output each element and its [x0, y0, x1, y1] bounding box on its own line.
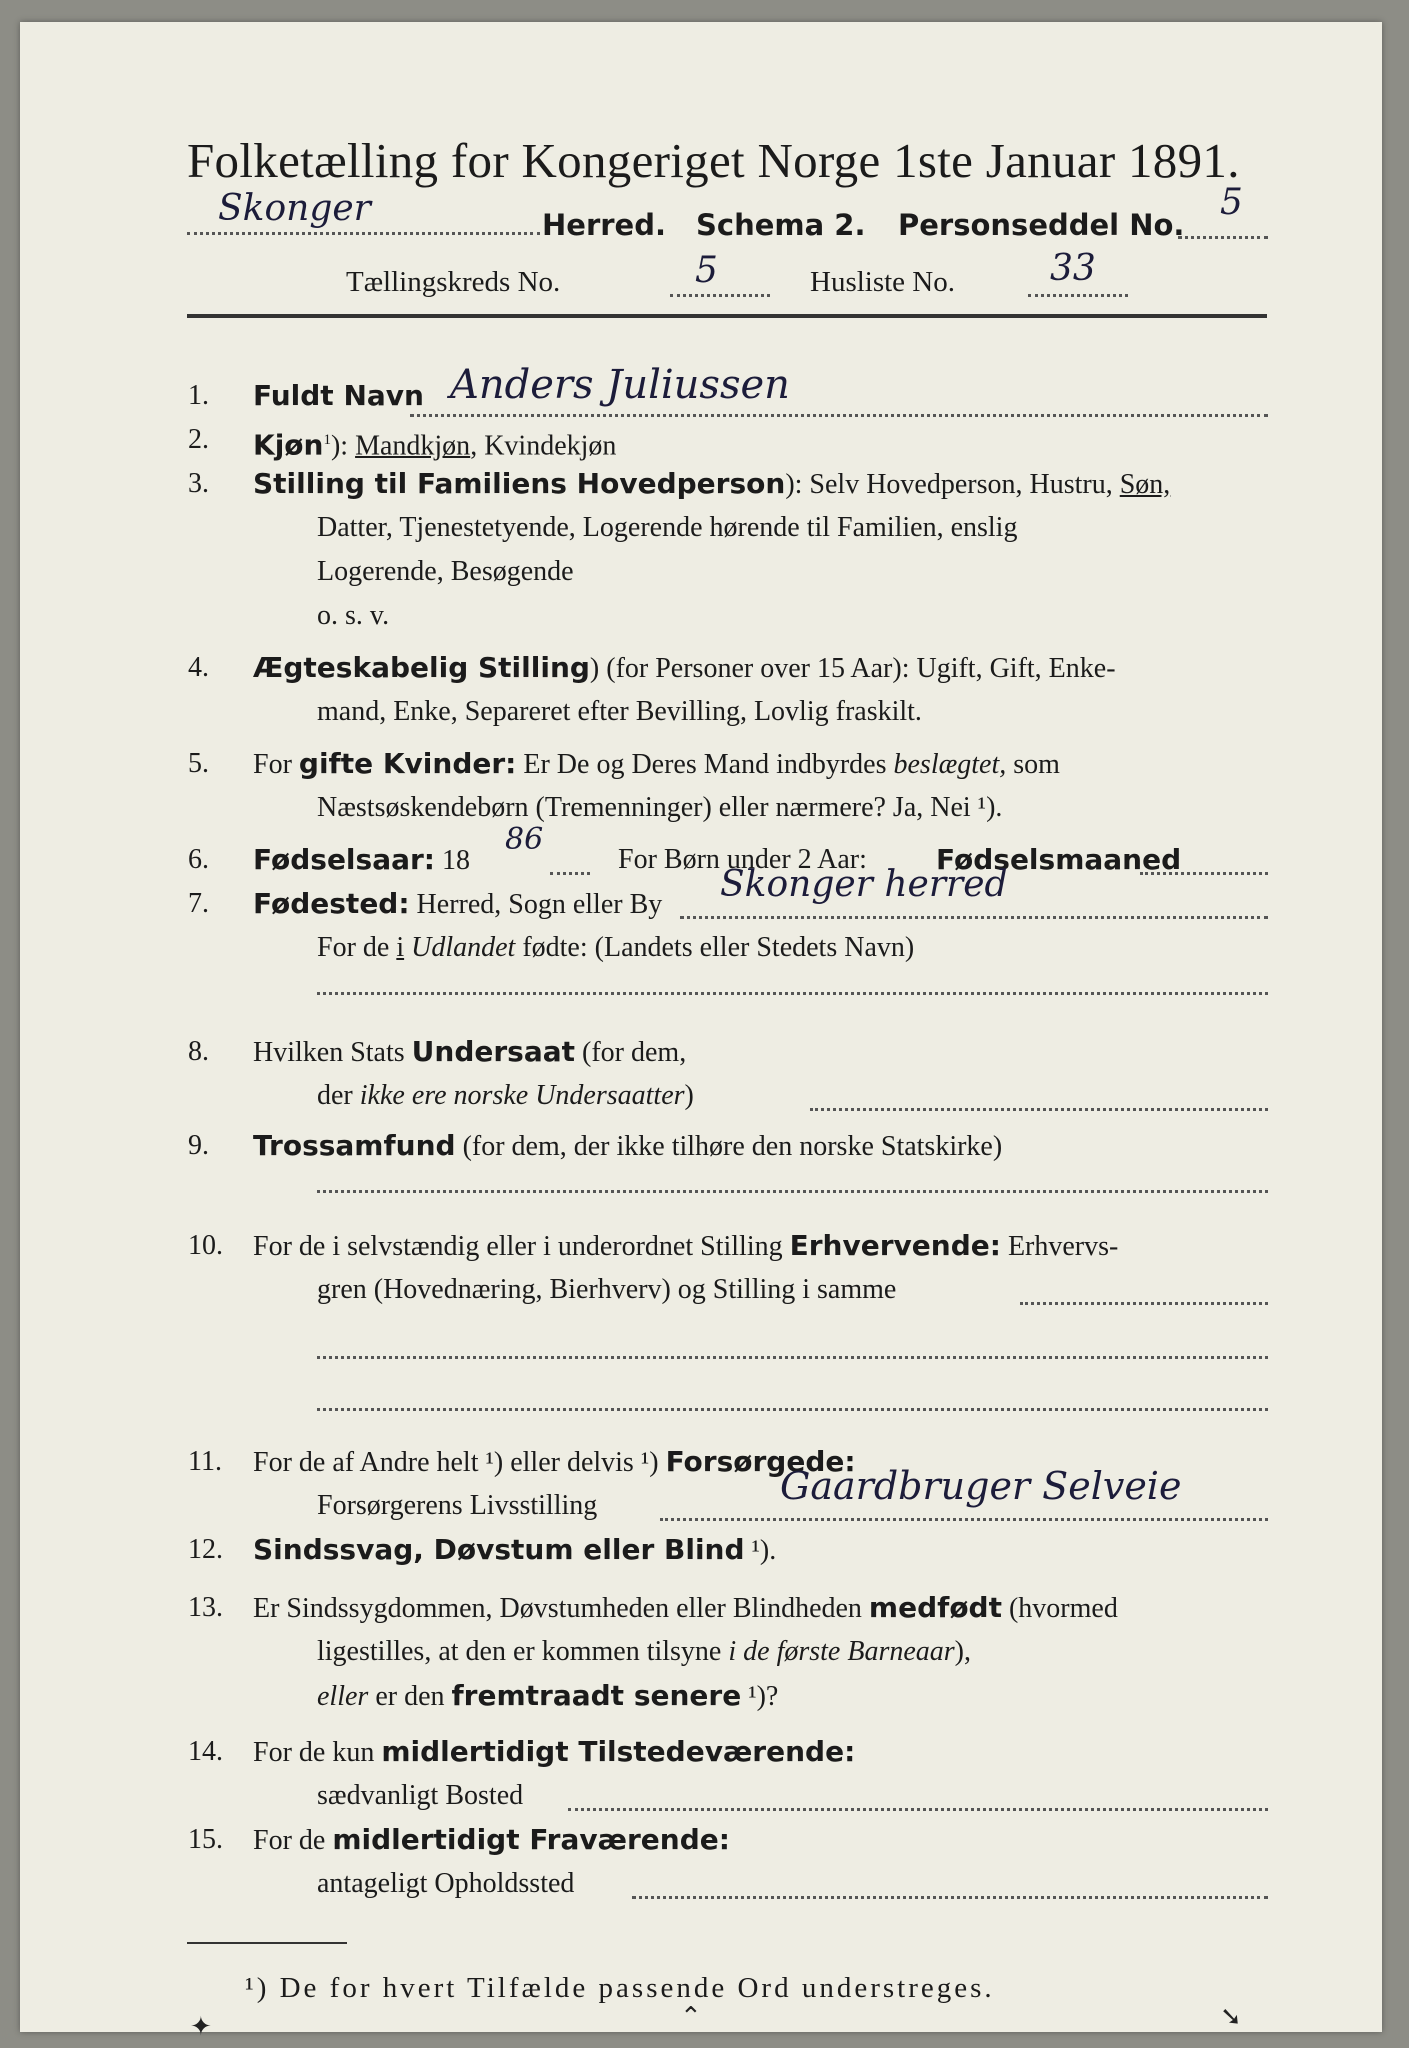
kreds-dotted-line — [670, 294, 770, 297]
question-label: Sindssvag, Døvstum eller Blind — [253, 1533, 745, 1566]
personseddel-handwritten: 5 — [1220, 182, 1243, 223]
stay-dotted-line — [632, 1896, 1268, 1899]
personseddel-label: Personseddel No. — [898, 208, 1185, 242]
birth-year-handwritten: 86 — [505, 822, 544, 857]
name-handwritten: Anders Juliussen — [450, 362, 790, 408]
question-10-line-2: gren (Hovednæring, Bierhverv) og Stilling i samme — [317, 1274, 897, 1305]
husliste-label: Husliste No. — [810, 266, 955, 298]
question-15-line-2: antageligt Opholdssted — [317, 1868, 575, 1899]
question-label: Fødselsaar: — [253, 843, 435, 876]
nationality-dotted-line — [810, 1108, 1268, 1111]
question-label: Ægteskabelig Stilling — [253, 651, 590, 684]
option-son: Søn, — [1119, 469, 1171, 500]
question-number: 11. — [188, 1446, 222, 1477]
question-4-line-2: mand, Enke, Separeret efter Bevilling, Lovlig fraskilt. — [317, 696, 922, 727]
birthplace-handwritten: Skonger herred — [720, 864, 1008, 905]
birthplace-dotted-line — [680, 916, 1268, 919]
question-number: 9. — [188, 1130, 209, 1161]
herred-handwritten: Skonger — [218, 188, 371, 229]
provider-handwritten: Gaardbruger Selveie — [780, 1464, 1182, 1508]
question-number: 13. — [188, 1592, 223, 1623]
question-number: 2. — [188, 424, 209, 455]
occupation-dotted-line-2 — [317, 1356, 1268, 1359]
question-label: Stilling til Familiens Hovedperson — [253, 467, 786, 500]
abroad-dotted-line — [317, 992, 1268, 995]
birth-month-dotted-line — [1140, 872, 1268, 875]
kreds-handwritten: 5 — [695, 250, 718, 291]
question-number: 12. — [188, 1534, 223, 1565]
born-under-2-label: For Børn under 2 Aar: — [618, 844, 867, 875]
husliste-handwritten: 33 — [1050, 248, 1096, 289]
schema-label: Schema 2. — [696, 208, 866, 242]
binding-mark-right-icon: ➘ — [1220, 2002, 1242, 2031]
question-label: Trossamfund — [253, 1129, 456, 1162]
footnote-rule — [187, 1942, 347, 1944]
question-11-line-2: Forsørgerens Livsstilling — [317, 1490, 598, 1521]
question-number: 3. — [188, 468, 209, 499]
birth-month-label: Fødselsmaaned — [936, 843, 1182, 876]
provider-dotted-line — [660, 1518, 1268, 1521]
question-number: 7. — [188, 888, 209, 919]
occupation-dotted-line-3 — [317, 1408, 1268, 1411]
question-label: midlertidigt Tilstedeværende: — [381, 1735, 856, 1768]
option-mandkjon: Mandkjøn — [355, 430, 471, 462]
question-label: Kjøn — [253, 428, 324, 462]
kreds-label: Tællingskreds No. — [346, 266, 561, 298]
binding-mark-left-icon: ✦ — [190, 2012, 212, 2041]
option-kvindekjon: Kvindekjøn — [484, 430, 617, 462]
name-dotted-line — [410, 414, 1268, 417]
binding-mark-center-icon: ⌃ — [680, 2002, 702, 2031]
question-number: 15. — [188, 1824, 223, 1855]
herred-label: Herred. — [542, 208, 666, 242]
question-3-line-2: Datter, Tjenestetyende, Logerende hørende til Familien, enslig — [317, 512, 1018, 543]
question-label: medfødt — [868, 1591, 1002, 1624]
question-number: 5. — [188, 748, 209, 779]
residence-dotted-line — [568, 1808, 1268, 1811]
religion-dotted-line — [317, 1190, 1268, 1193]
personseddel-dotted-line — [1178, 236, 1268, 239]
question-3-line-4: o. s. v. — [317, 600, 390, 631]
footnote: ¹) De for hvert Tilfælde passende Ord understreges. — [245, 1972, 995, 2004]
footnote-ref: 1 — [323, 432, 331, 448]
question-label: gifte Kvinder: — [298, 747, 517, 780]
question-label: midlertidigt Fraværende: — [332, 1823, 730, 1856]
question-label: Fødested: — [253, 887, 410, 920]
question-3-line-3: Logerende, Besøgende — [317, 556, 574, 587]
header-rule — [187, 314, 1267, 318]
question-number: 4. — [188, 652, 209, 683]
question-label: Fuldt Navn — [253, 379, 424, 412]
herred-dotted-line — [187, 232, 540, 235]
question-number: 6. — [188, 844, 209, 875]
birth-year-dotted-line — [550, 872, 590, 875]
question-number: 14. — [188, 1736, 223, 1767]
form-title: Folketælling for Kongeriget Norge 1ste Januar 1891. — [187, 133, 1240, 188]
question-label: Undersaat — [411, 1035, 576, 1068]
question-number: 1. — [188, 380, 209, 411]
census-form-sheet: Folketælling for Kongeriget Norge 1ste Januar 1891. Skonger Herred. Schema 2. Personseddel No. 5 Tællingskreds No. 5 Husliste No. 33 1. Fuldt Navn Anders Juliussen 2. Kjøn$^1$): Mandkjøn, Kvindekjøn 3. Stilling til Familiens Hovedperson): Selv Hovedperson, Hustru, Søn, Datter, Tjenestetyende, Logerende hørende til Familien, enslig Logerende, Besøgende o. s. v. 4. Ægteskabelig Stilling) (for Personer over 15 Aar): Ugift, Gift, Enke- mand, Enke, Separeret efter Bevilling, Lovlig fraskilt. 5. For gifte Kvinder: Er De og Deres Mand indbyrdes beslægtet, som Næstsøskendebørn (Tremenninger) eller nærmere? Ja, Nei ¹). 6. Fødselsaar: 18 86 For Børn under 2 Aar: Fødselsmaaned 7. Fødested: Herred, Sogn eller By Skonger herred For de i Udlandet fødte: (Landets eller Stedets Navn) 8. Hvilken Stats Undersaat (for dem, der ikke ere norske Undersaatter) 9. Trossamfund (for dem, der ikke tilhøre den norske Statskirke) 10. For de i selvstændig eller i underordnet Stilling Erhvervende: Erhvervs- gren (Hovednæring, Bierhverv) og Stilling i samme 11. For de af Andre helt ¹) eller delvis ¹) Forsørgede: Forsørgerens Livsstilling Gaardbruger Selveie 12. Sindssvag, Døvstum eller Blind ¹). 13. Er Sindssygdommen, Døvstumheden eller Blindheden medfødt (hvormed ligestilles, at den er kommen tilsyne i de første Barneaar), eller er den fremtraadt senere ¹)? 14. For de kun midlertidigt Tilstedeværende: sædvanligt Bosted 15. For de midlertidigt Fraværende: antageligt Opholdssted ¹) De for hvert Tilfælde passende Ord understreges. ✦ ⌃ ➘ — [20, 22, 1382, 2032]
question-number: 8. — [188, 1036, 209, 1067]
question-label: Erhvervende: — [789, 1229, 1001, 1262]
occupation-dotted-line-1 — [1020, 1302, 1268, 1305]
question-label: Forsørgede: — [665, 1445, 856, 1478]
question-5-line-2: Næstsøskendebørn (Tremenninger) eller nærmere? Ja, Nei ¹). — [317, 792, 1003, 823]
question-number: 10. — [188, 1230, 223, 1261]
question-14-line-2: sædvanligt Bosted — [317, 1780, 524, 1811]
husliste-dotted-line — [1028, 294, 1128, 297]
